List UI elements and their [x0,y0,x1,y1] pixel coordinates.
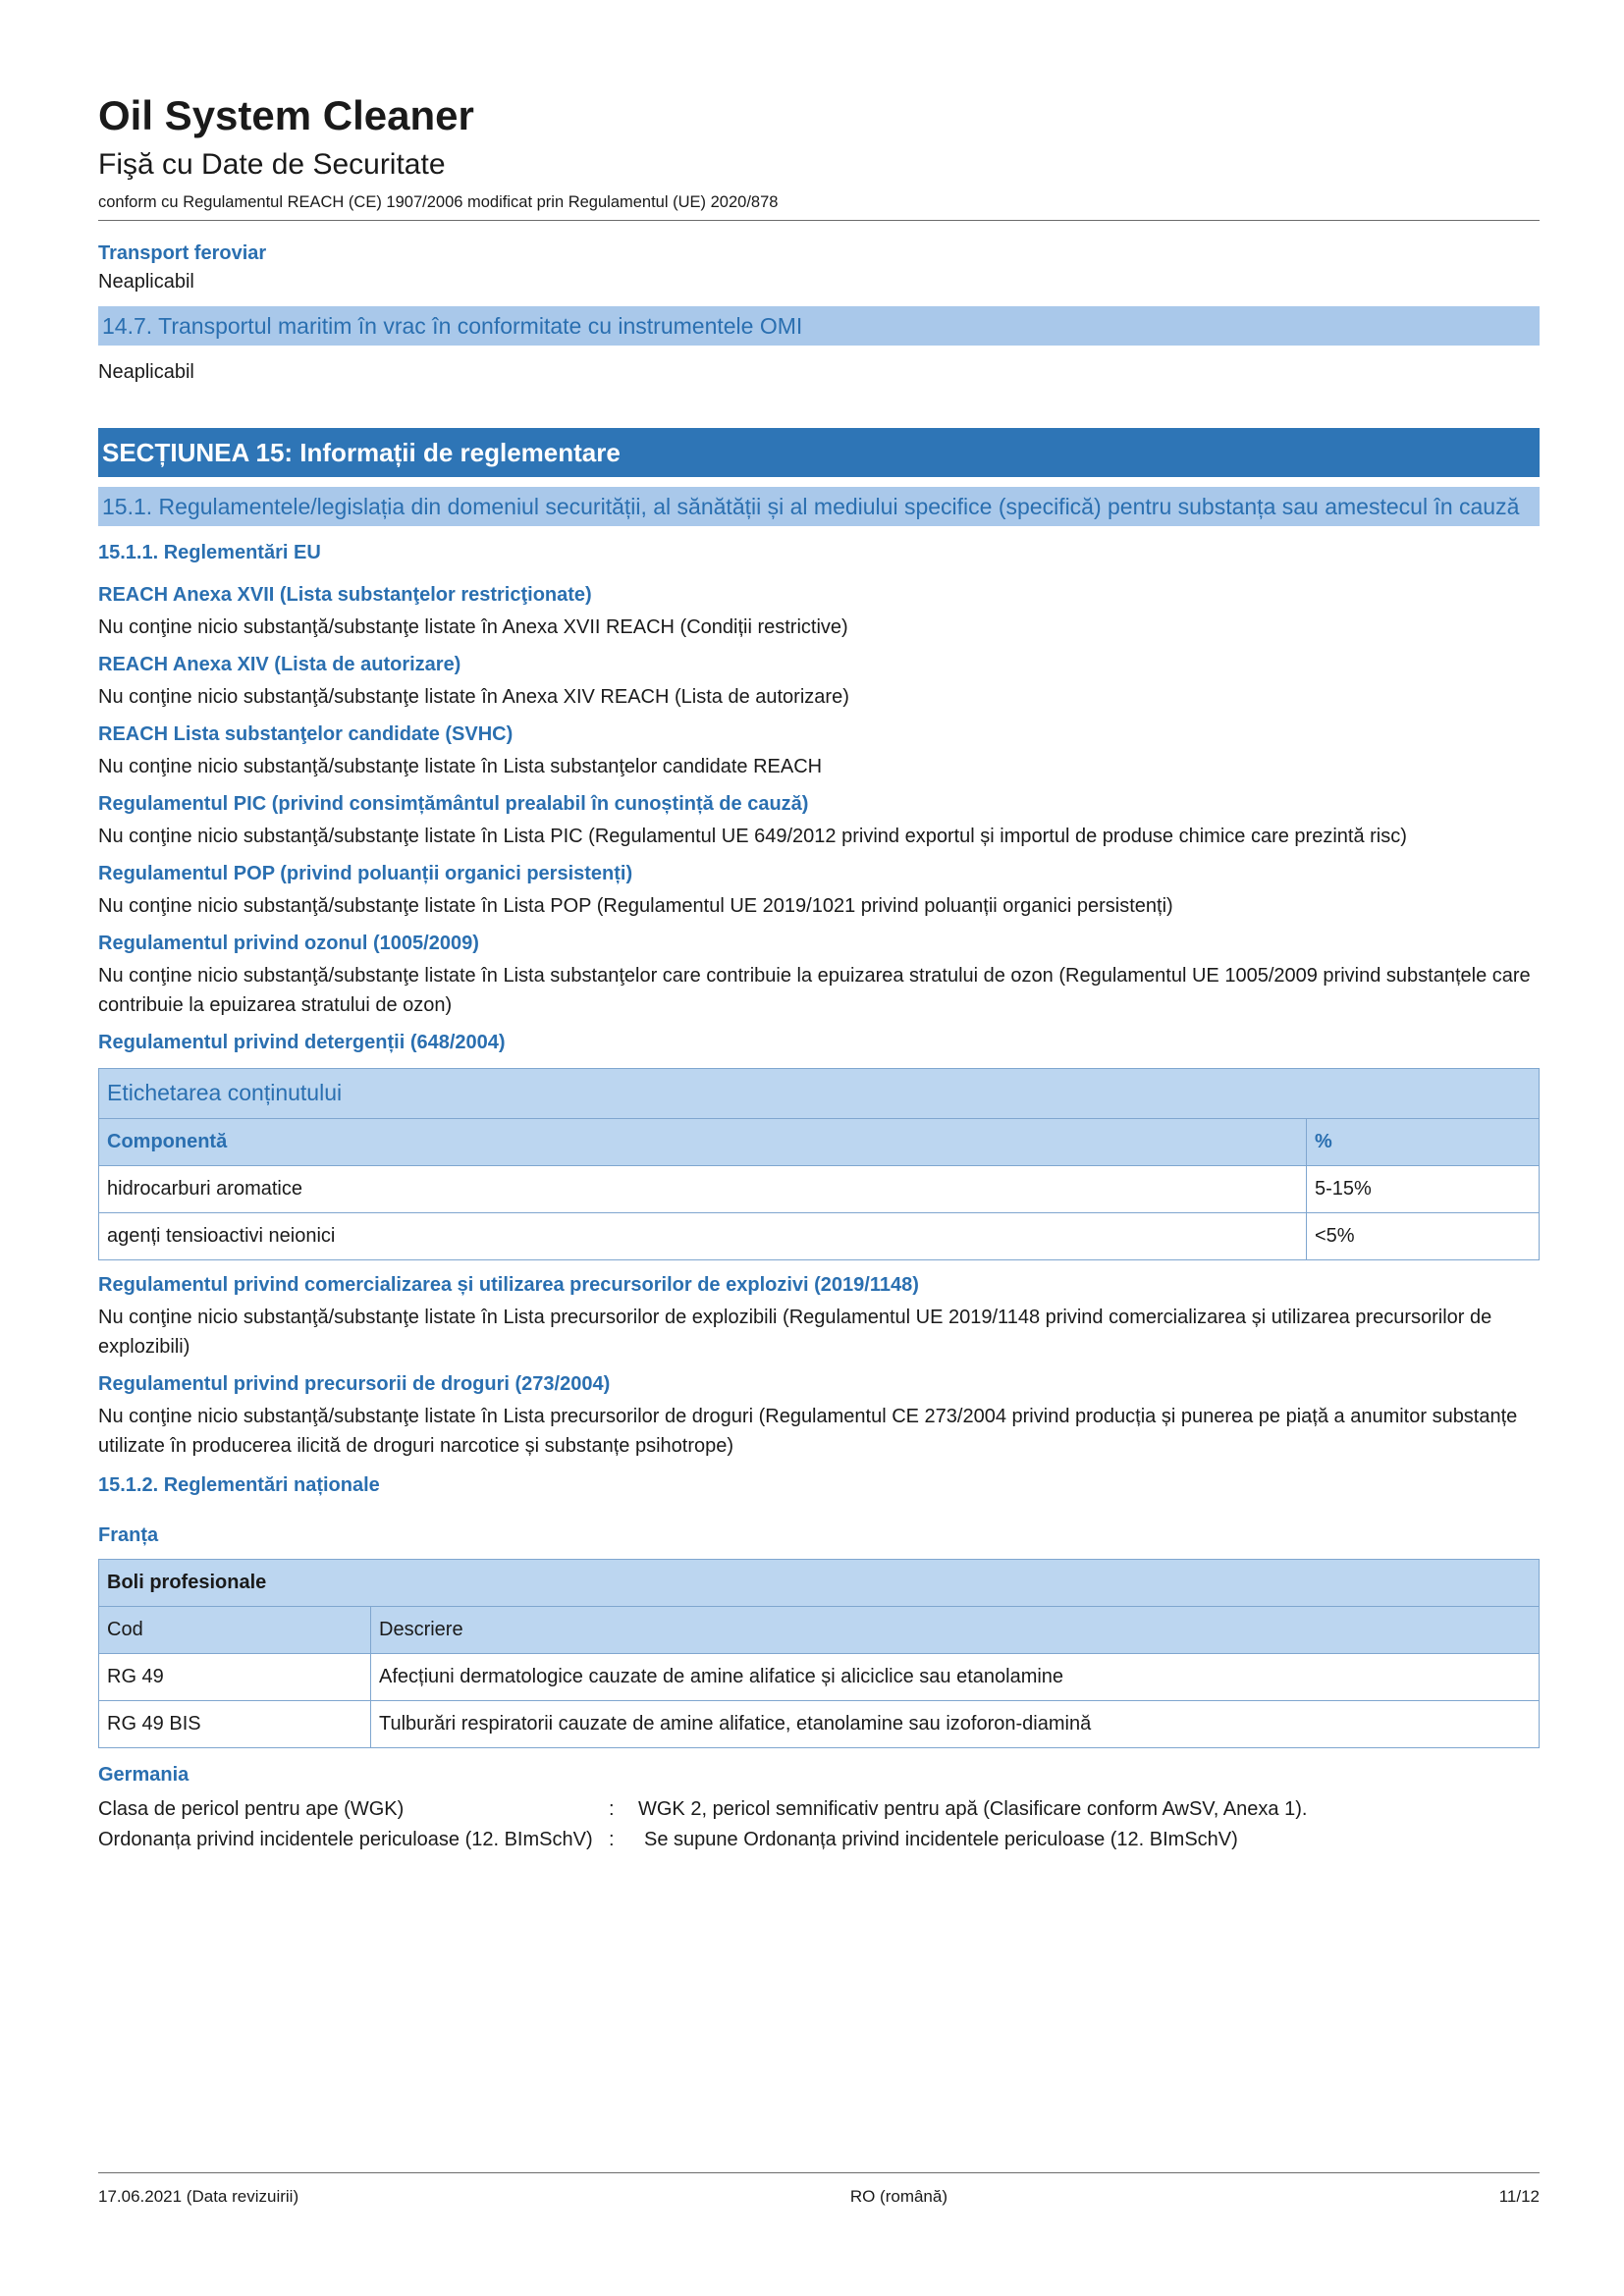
document-subtitle: Fişă cu Date de Securitate [98,148,446,182]
table-row [99,1212,1540,1259]
percent-column-header: % [1307,1118,1540,1165]
bimschv-value: Se supune Ordonanța privind incidentele periculoase (12. BImSchV) [644,1828,1238,1850]
pop-regulation-heading: Regulamentul POP (privind poluanții organici persistenți) [98,862,633,884]
subsection-14-7-heading: 14.7. Transportul maritim în vrac în conformitate cu instrumentele OMI [98,306,1540,346]
reach-annex-xvii-heading: REACH Anexa XVII (Lista substanţelor restricţionate) [98,583,592,606]
page-number: 11/12 [1498,2187,1540,2206]
table-row [99,1165,1540,1212]
revision-date: 17.06.2021 (Data revizuirii) [98,2187,299,2206]
document-title: Oil System Cleaner [98,92,474,138]
bimschv-row [98,1825,1540,1855]
wgk-separator: : [609,1797,615,1820]
ozone-regulation-heading: Regulamentul privind ozonul (1005/2009) [98,932,479,954]
detergent-table-title: Etichetarea conținutului [99,1068,1540,1118]
drug-precursors-heading: Regulamentul privind precursorii de droguri (273/2004) [98,1372,611,1395]
wgk-value: WGK 2, pericol semnificativ pentru apă (Clasificare conform AwSV, Anexa 1). [638,1797,1308,1820]
code-cell: RG 49 [99,1653,371,1700]
explosives-regulation-text: Nu conţine nicio substanţă/substanţe listate în Lista precursorilor de explozibili (Regulamentul UE 2019/1148 privind comercializarea și utilizarea precursorilor de explozibili) [98,1306,1492,1358]
pop-regulation-text: Nu conţine nicio substanţă/substanţe listate în Lista POP (Regulamentul UE 2019/1021 privind poluanții organici persistenți) [98,894,1173,917]
document-page [98,93,1540,1855]
subsection-15-1-1-heading: 15.1.1. Reglementări EU [98,541,321,563]
drug-precursors-text: Nu conţine nicio substanţă/substanţe listate în Lista precursorilor de droguri (Regulamentul CE 273/2004 privind producția și punerea pe piață a anumitor substanțe utilizate în producerea ilicită de droguri narcotice și substanțe psihotrope) [98,1405,1518,1457]
ozone-regulation-text: Nu conţine nicio substanţă/substanţe listate în Lista substanţelor care contribuie la epuizarea stratului de ozon (Regulamentul UE 1005/2009 privind substanțele care contribuie la epuizarea stratului de ozon) [98,964,1531,1016]
occupational-diseases-table [98,1559,1540,1748]
language-label: RO (română) [849,2187,947,2206]
description-column-header: Descriere [371,1606,1540,1653]
occupational-diseases-title: Boli profesionale [99,1559,1540,1606]
code-cell: RG 49 BIS [99,1700,371,1747]
germania-heading: Germania [98,1763,189,1786]
franta-heading: Franța [98,1523,159,1546]
reach-annex-xiv-text: Nu conţine nicio substanţă/substanţe listate în Anexa XIV REACH (Lista de autorizare) [98,685,849,708]
reach-svhc-text: Nu conţine nicio substanţă/substanţe listate în Lista substanţelor candidate REACH [98,755,823,777]
code-column-header: Cod [99,1606,371,1653]
wgk-label: Clasa de pericol pentru ape (WGK) [98,1797,405,1820]
reach-svhc-heading: REACH Lista substanţelor candidate (SVHC) [98,722,514,745]
subsection-14-7-value: Neaplicabil [98,360,194,383]
percent-cell: <5% [1307,1212,1540,1259]
bimschv-label: Ordonanța privind incidentele periculoase (12. BImSchV) [98,1828,593,1850]
wgk-row [98,1794,1540,1825]
description-cell: Tulburări respiratorii cauzate de amine alifatice, etanolamine sau izoforon-diamină [371,1700,1540,1747]
reach-annex-xiv-heading: REACH Anexa XIV (Lista de autorizare) [98,653,461,675]
page-footer [98,2172,1540,2207]
component-column-header: Componentă [99,1118,1307,1165]
detergent-regulation-heading: Regulamentul privind detergenții (648/2004) [98,1031,506,1053]
regulation-line: conform cu Regulamentul REACH (CE) 1907/2006 modificat prin Regulamentul (UE) 2020/878 [98,193,1540,221]
bimschv-separator: : [609,1828,615,1850]
table-row [99,1653,1540,1700]
subsection-15-1-heading: 15.1. Regulamentele/legislația din domeniul securității, al sănătății și al mediului specifice (specifică) pentru substanța sau amestecul în cauză [98,487,1540,526]
pic-regulation-heading: Regulamentul PIC (privind consimțământul prealabil în cunoștință de cauză) [98,792,809,815]
description-cell: Afecțiuni dermatologice cauzate de amine alifatice și aliciclice sau etanolamine [371,1653,1540,1700]
transport-feroviar-label: Transport feroviar [98,241,267,264]
explosives-regulation-heading: Regulamentul privind comercializarea și utilizarea precursorilor de explozivi (2019/1148) [98,1273,919,1296]
percent-cell: 5-15% [1307,1165,1540,1212]
subsection-15-1-2-heading: 15.1.2. Reglementări naționale [98,1473,380,1496]
component-cell: agenți tensioactivi neionici [99,1212,1307,1259]
section-15-heading: SECȚIUNEA 15: Informații de reglementare [98,428,1540,477]
transport-feroviar-value: Neaplicabil [98,270,194,293]
detergent-labelling-table [98,1068,1540,1260]
reach-annex-xvii-text: Nu conţine nicio substanţă/substanţe listate în Anexa XVII REACH (Condiții restrictive) [98,615,848,638]
pic-regulation-text: Nu conţine nicio substanţă/substanţe listate în Lista PIC (Regulamentul UE 649/2012 privind exportul și importul de produse chimice care prezintă risc) [98,825,1407,847]
table-row [99,1700,1540,1747]
component-cell: hidrocarburi aromatice [99,1165,1307,1212]
